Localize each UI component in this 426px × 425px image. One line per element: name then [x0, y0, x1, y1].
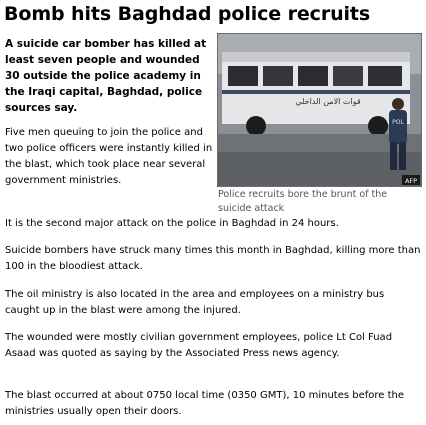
article-headline: Bomb hits Baghdad police recruits: [4, 3, 371, 25]
photo-credit: AFP: [404, 177, 418, 185]
paragraph-3: Suicide bombers have struck many times this month in Baghdad, killing more than 100 in the bloodiest attack.: [5, 245, 421, 272]
paragraph-5: The wounded were mostly civilian government employees, police Lt Col Fuad Asaad was quoted as saying by the Associated Press news agency.: [5, 332, 393, 359]
officer-badge: POL: [392, 119, 404, 126]
article-intro: A suicide car bomber has killed at least seven people and wounded 30 outside the police academy in the Iraqi capital, Baghdad, police sources say.: [5, 38, 207, 114]
paragraph-2: It is the second major attack on the police in Baghdad in 24 hours.: [5, 218, 339, 229]
first-paragraph-block: [5, 125, 215, 189]
photo-caption: Police recruits bore the brunt of the suicide attack: [218, 189, 388, 214]
paragraph-6: The blast occurred at about 0750 local time (0350 GMT), 10 minutes before the ministries usually open their doors.: [5, 390, 405, 417]
bus-bombing-photo: [217, 33, 422, 187]
paragraph-4: The oil ministry is also located in the area and employees on a ministry bus caught up in the blast were among the injured.: [5, 289, 385, 316]
bus-text: قوات الامن الداخلي: [295, 97, 361, 106]
article-figure: [217, 33, 423, 216]
paragraph-1: Five men queuing to join the police and two police officers were instantly killed in the blast, which took place near several government ministries.: [5, 127, 213, 186]
